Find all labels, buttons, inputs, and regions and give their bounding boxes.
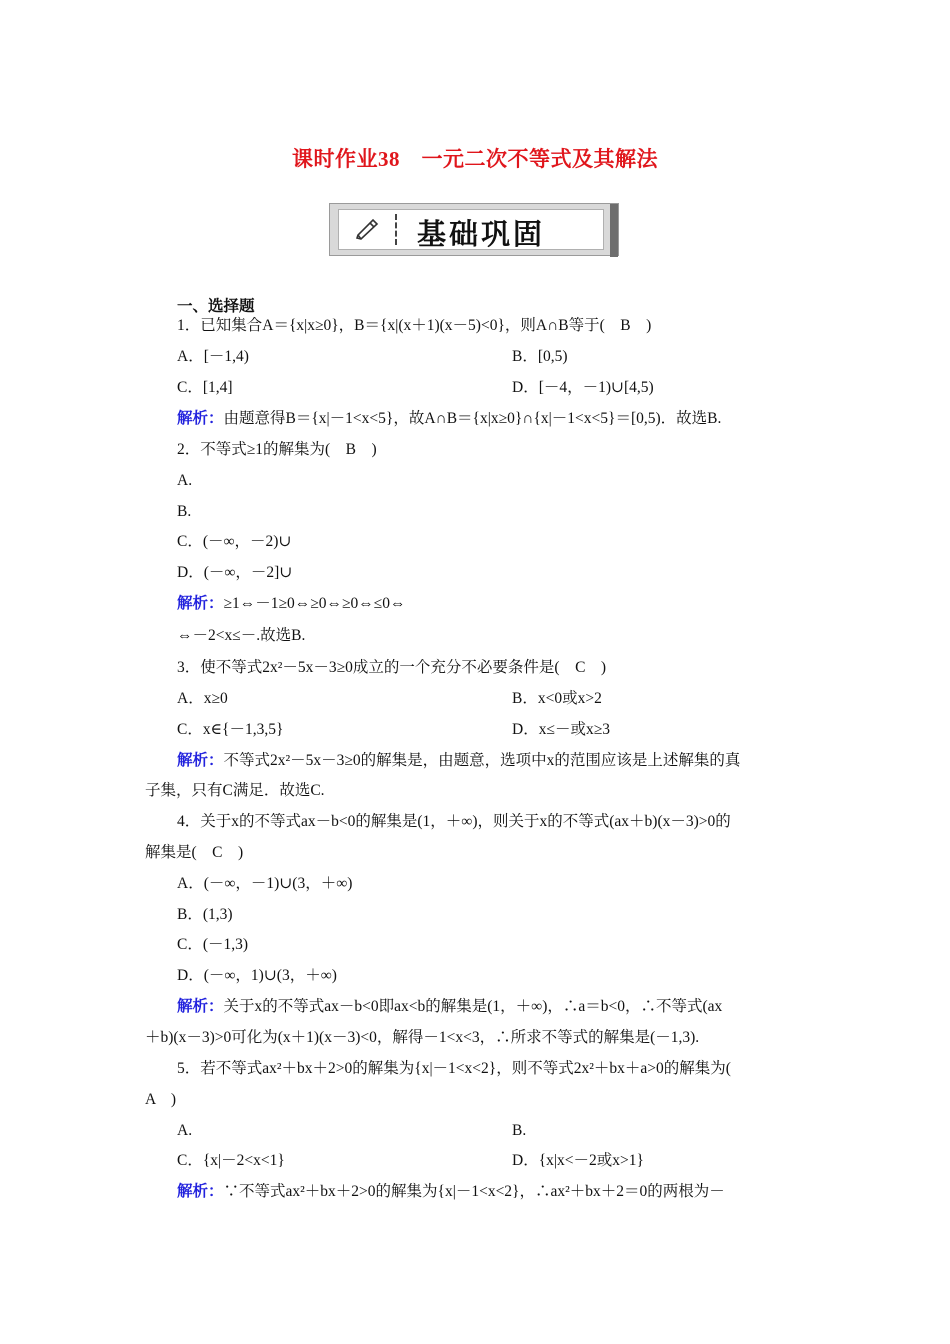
line-text: A．[－1,4) [177, 348, 249, 365]
text-line [145, 781, 325, 801]
line-text: A. [177, 472, 193, 489]
line-text: C．(－∞，－2)∪ [177, 533, 292, 550]
text-line [177, 935, 248, 955]
text-line [177, 532, 291, 552]
line-text: D．x≤－或x≥3 [512, 721, 610, 738]
banner-inner [338, 209, 604, 250]
text-line [177, 316, 651, 336]
line-text: ⇔－2<x≤－.故选B. [177, 627, 306, 644]
line-text: 4．关于x的不等式ax－b<0的解集是(1，＋∞)，则关于x的不等式(ax＋b)(x－3)>0的 [177, 813, 731, 830]
line-text: C．[1,4] [177, 379, 233, 396]
line-text: 1．已知集合A＝{x|x≥0}，B＝{x|(x＋1)(x－5)<0}，则A∩B等于( B ) [177, 317, 652, 334]
solution-label: 解析： [177, 595, 224, 612]
line-text: B．(1,3) [177, 906, 233, 923]
banner-divider [395, 214, 397, 245]
line-text: 2．不等式≥1的解集为( B ) [177, 441, 377, 458]
line-text: 不等式2x²－5x－3≥0的解集是，由题意，选项中x的范围应该是上述解集的真 [223, 752, 741, 769]
line-text: B．[0,5) [512, 348, 568, 365]
solution-line [177, 997, 722, 1017]
line-text: A．(－∞，－1)∪(3，＋∞) [177, 875, 353, 892]
line-text: B．x<0或x>2 [512, 690, 602, 707]
text-line [177, 1121, 192, 1141]
text-line [177, 812, 731, 832]
line-text: 关于x的不等式ax－b<0即ax<b的解集是(1，＋∞)，∴a＝b<0，∴不等式(ax [223, 998, 723, 1015]
text-line [177, 440, 377, 460]
line-text: 3．使不等式2x²－5x－3≥0成立的一个充分不必要条件是( C ) [177, 659, 607, 676]
line-text: A ) [145, 1091, 177, 1108]
line-text: C．{x|－2<x<1} [177, 1152, 285, 1169]
text-line [177, 502, 191, 522]
pencil-icon [353, 218, 381, 242]
solution-label: 解析： [177, 1183, 224, 1200]
page-title: 课时作业38 一元二次不等式及其解法 [292, 147, 658, 171]
banner-shadow [610, 204, 618, 257]
line-text: D．{x|x<－2或x>1} [512, 1152, 644, 1169]
text-line [512, 689, 602, 709]
solution-line [177, 594, 406, 614]
text-line [177, 720, 283, 740]
line-text: B. [512, 1122, 527, 1139]
text-line [145, 1090, 176, 1110]
line-text: 解集是( C ) [145, 844, 244, 861]
line-text: D．(－∞，－2]∪ [177, 564, 293, 581]
solution-label: 解析： [177, 998, 224, 1015]
line-text: B. [177, 503, 192, 520]
text-line [512, 1151, 644, 1171]
text-line [177, 966, 337, 986]
text-line [177, 626, 305, 646]
text-line [177, 1151, 285, 1171]
solution-label: 解析： [177, 410, 224, 427]
line-text: ∵不等式ax²＋bx＋2>0的解集为{x|－1<x<2}，∴ax²＋bx＋2＝0的两根为－ [223, 1183, 725, 1200]
line-text: 子集，只有C满足．故选C. [145, 782, 325, 799]
text-line [512, 720, 610, 740]
line-text: D．(－∞，1)∪(3，＋∞) [177, 967, 337, 984]
text-line [177, 658, 606, 678]
line-text: ＋b)(x－3)>0可化为(x＋1)(x－3)<0，解得－1<x<3，∴所求不等式的解集是(－1,3). [145, 1029, 700, 1046]
banner-label: 基础巩固 [417, 217, 546, 251]
solution-line [177, 409, 721, 429]
text-line [177, 689, 228, 709]
section-heading: 一、选择题 [177, 298, 255, 315]
line-text: A．x≥0 [177, 690, 228, 707]
text-line [177, 563, 292, 583]
line-text: ≥1⇔－1≥0⇔≥0⇔≥0⇔≤0⇔ [223, 595, 406, 612]
text-line [512, 378, 654, 398]
text-line [512, 1121, 526, 1141]
text-line [177, 1059, 731, 1079]
text-line [177, 378, 233, 398]
solution-line [177, 751, 740, 771]
line-text: C．(－1,3) [177, 936, 249, 953]
text-line [177, 874, 352, 894]
text-line [512, 347, 568, 367]
text-line [177, 471, 192, 491]
line-text: C．x∈{－1,3,5} [177, 721, 284, 738]
solution-line [177, 1182, 725, 1202]
text-line [145, 1028, 699, 1048]
line-text: 5．若不等式ax²＋bx＋2>0的解集为{x|－1<x<2}，则不等式2x²＋bx＋a>0的解集为( [177, 1060, 731, 1077]
line-text: 由题意得B＝{x|－1<x<5}，故A∩B＝{x|x≥0}∩{x|－1<x<5}＝[0,5)．故选B. [223, 410, 722, 427]
line-text: A. [177, 1122, 193, 1139]
text-line [145, 843, 243, 863]
text-line [177, 347, 249, 367]
text-line [177, 905, 233, 925]
section-banner [329, 203, 619, 256]
solution-label: 解析： [177, 752, 224, 769]
line-text: D．[－4，－1)∪[4,5) [512, 379, 654, 396]
